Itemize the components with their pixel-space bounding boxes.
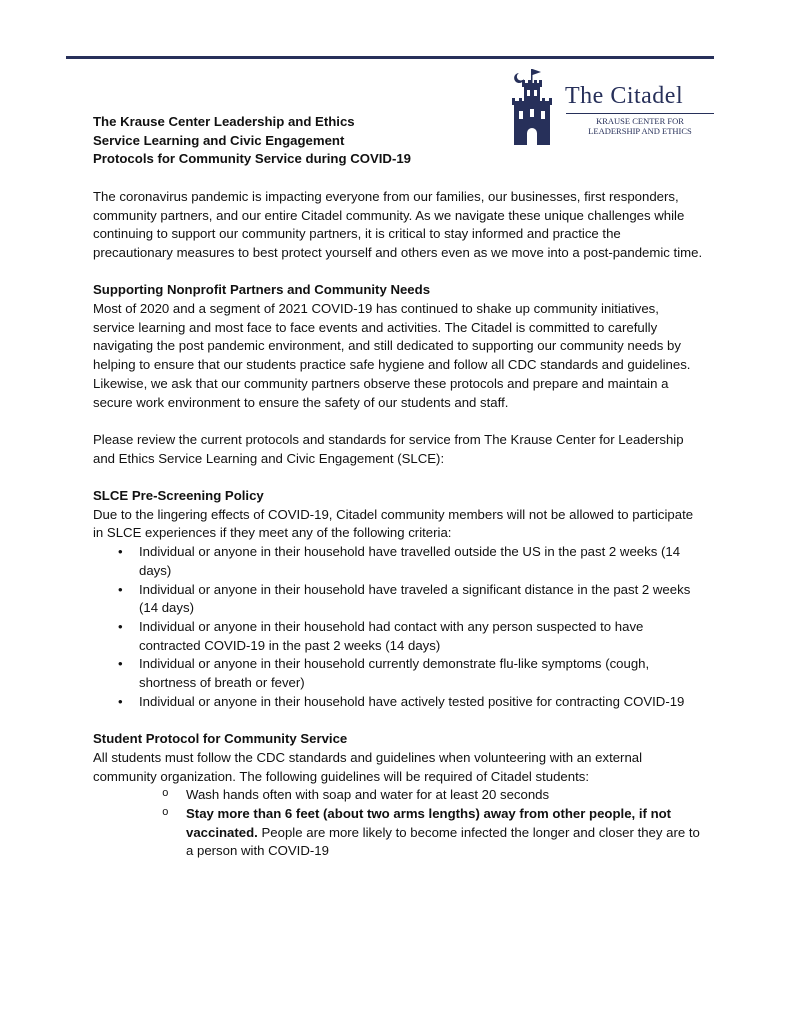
prescreening-heading: SLCE Pre-Screening Policy bbox=[93, 488, 264, 503]
document-body bbox=[93, 113, 703, 861]
top-rule bbox=[66, 56, 714, 59]
brand-subtitle-line2: LEADERSHIP AND ETHICS bbox=[588, 126, 692, 136]
list-item: • Individual or anyone in their household currently demonstrate flu-like symptoms (cough, shortness of breath or fever) bbox=[139, 655, 703, 692]
brand-name: The Citadel bbox=[565, 83, 684, 109]
guideline-bold-text: Stay more than 6 feet (about two arms lengths) away from other people, if not vaccinated. bbox=[186, 805, 672, 840]
review-paragraph: Please review the current protocols and standards for service from The Krause Center for Leadership and Ethics Service Learning and Civic Engagement (SLCE): bbox=[93, 431, 684, 466]
list-item bbox=[186, 805, 703, 861]
partners-heading: Supporting Nonprofit Partners and Community Needs bbox=[93, 282, 431, 298]
student-protocol-heading: Student Protocol for Community Service bbox=[93, 731, 348, 747]
list-item: • Individual or anyone in their household have traveled a significant distance in the past 2 weeks (14 days) bbox=[139, 581, 703, 618]
list-item: o Wash hands often with soap and water for at least 20 seconds bbox=[186, 786, 703, 805]
student-guidelines-list bbox=[93, 786, 703, 861]
list-item: • Individual or anyone in their household have travelled outside the US in the past 2 weeks (14 days) bbox=[139, 543, 703, 580]
header-line-2: Service Learning and Civic Engagement bbox=[93, 132, 345, 148]
prescreening-section bbox=[93, 487, 703, 711]
partners-paragraph: Most of 2020 and a segment of 2021 COVID-19 has continued to shake up community initiatives, service learning and most face to face events and activities. The Citadel is committed to carefully navigating the post pandemic environment, and still dedicated to supporting our community needs by helping to ensure that our students practice safe hygiene and follow all CDC standards and guidelines. Likewise, we ask that our community partners observe these protocols and prepare and maintain a secure work environment to ensure the safety of our students and staff. bbox=[93, 301, 691, 410]
header-line-1: The Krause Center Leadership and Ethics bbox=[93, 114, 355, 129]
partners-section bbox=[93, 281, 703, 412]
intro-paragraph: The coronavirus pandemic is impacting everyone from our families, our businesses, first responders, community partners, and our entire Citadel community. As we navigate these unique challenges while continuing to support our community partners, it is critical to stay informed and practice the precautionary measures to best protect yourself and others even as we move into a post-pandemic time. bbox=[93, 188, 703, 260]
brand-subtitle-line1: KRAUSE CENTER FOR bbox=[596, 116, 684, 126]
header-line-3: Protocols for Community Service during COVID-19 bbox=[93, 151, 412, 167]
list-item: • Individual or anyone in their household have actively tested positive for contracting COVID-19 bbox=[139, 693, 703, 712]
student-protocol-paragraph: All students must follow the CDC standards and guidelines when volunteering with an external community organization. The following guidelines will be required of Citadel students: bbox=[93, 749, 643, 784]
list-item: • Individual or anyone in their household had contact with any person suspected to have contracted COVID-19 in the past 2 weeks (14 days) bbox=[139, 618, 703, 655]
document-header bbox=[93, 113, 703, 169]
prescreening-paragraph: Due to the lingering effects of COVID-19, Citadel community members will not be allowed to participate in SLCE experiences if they meet any of the following criteria: bbox=[93, 506, 694, 541]
student-protocol-section bbox=[93, 730, 703, 861]
prescreening-criteria-list bbox=[93, 543, 703, 711]
guideline-text: People are more likely to become infected the longer and closer they are to a person with COVID-19 bbox=[186, 824, 700, 859]
